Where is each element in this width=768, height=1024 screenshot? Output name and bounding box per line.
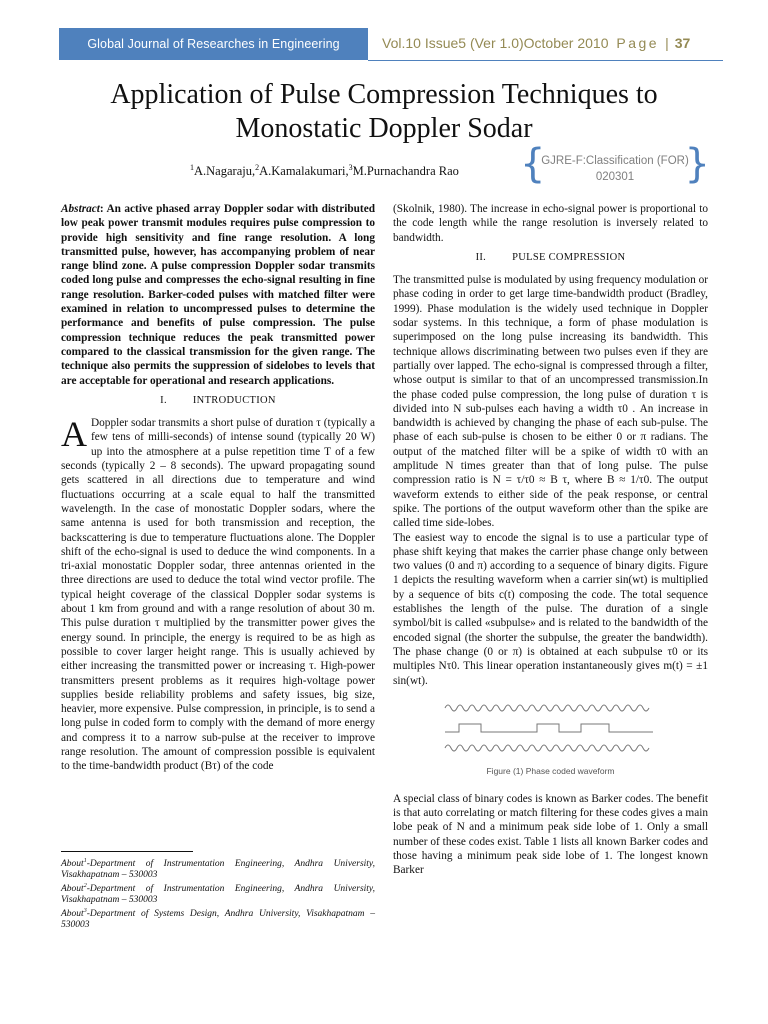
barker-paragraph: A special class of binary codes is known as Barker codes. The benefit is that auto correlating or match filtering for these codes gives a main lobe peak of N and a minimum peak side lobe of 1. Only a small number of these codes exist. Table 1 lists all known Barker codes and those having a minimum peak side lobe of 1. The longest known Barker <box>393 792 708 877</box>
footnote-text: -Department of Systems Design, Andhra University, Visakhapatnam – 530003 <box>61 909 375 930</box>
abstract-text: : An active phased array Doppler sodar with distributed low peak power transmit modules requires pulse compression to provide high sensitivity and fine range resolution. A long transmitted pulse, however, has accompanying problem of near range blind zone. A pulse compression Doppler sodar transmits coded long pulse and compresses the echo-signal resulting in fine range resolution. Barker-coded pulses with matched filter were examined in relation to uncompressed pulses to determine the performance and benefits of pulse compression. The pulse compression technique reduces the peak transmitted power compared to the classical transmission for the given range. The technique also permits the suppression of sidelobes to levels that are acceptable for operational and research applications. <box>61 203 375 387</box>
footnote-sup: 3 <box>83 908 87 915</box>
footnote-label: About <box>61 884 84 895</box>
intro-text: Doppler sodar transmits a short pulse of duration τ (typically a few tens of milli-seconds) of intense sound (typically 20 W) up into the atmosphere at a pulse repetition time T of a few seconds (typically 2 – 8 seconds). The upward propagating sound gets scattered in all directions due to temperature and wind fluctuations occurring at a scale equal to half the transmitted wavelength. In the case of monostatic Doppler sodars, where the same antenna is used for both transmission and reception, the backscattering is due to temperature fluctuations alone. The Doppler shift of the echo-signal is used to deduce the wind components. In a tri-axial monostatic Doppler sodar, three antennas oriented in the three directions are used to deduce the total wind vector profile. The typical height coverage of the classical Doppler sodar systems is about 1 km from ground and with a range resolution of about 30 m. This pulse duration τ multiplied by the transmitter power gives the energy sound. In principle, the energy is required to be as high as possible to cover larger height range. This is usually achieved by either increasing the transmitted power or increasing τ. High-power transmitters present problems as it requires high-voltage power supplies beside reliability problems and safety issues, big size, heavier, more expensive. Pulse compression, in principle, is to send a long pulse in coded form to comply with the demand of more energy and compress it to a narrow sub-pulse at the receiver to improve range resolution. The amount of compression possible is equivalent to the time-bandwidth product (Bτ) of the code <box>61 417 375 773</box>
section-number: I. <box>160 394 167 406</box>
skolnik-paragraph: (Skolnik, 1980). The increase in echo-signal power is proportional to the code length while the range resolution is inversely related to bandwidth. <box>393 203 708 244</box>
footnote-text: -Department of Instrumentation Engineering, Andhra University, Visakhapatnam – 530003 <box>61 859 375 880</box>
author-2: A.Kamalakumari, <box>259 164 349 179</box>
pulse-compression-paragraph: The transmitted pulse is modulated by using frequency modulation or phase coding in order to get large time-bandwidth product (Bradley, 1999). Phase modulation is the widely used technique in Doppler sodar systems. In this technique, a form of phase modulation is superimposed on the long pulse increasing its bandwidth. This technique allows discriminating between two pulses even if they are partially over lapped. The echo-signal is compressed through a filter, whose output is similar to that of an uncompressed transmission.In the phase coded pulse compression, the long pulse of duration τ is divided into N sub-pulses each having a width τ0 . An increase in bandwidth is achieved by changing the phase of each sub-pulse. The phase of each sub-pulse is chosen to be either 0 or π radians. The output of the matched filter will be a spike of width τ0 with an amplitude N times greater than that of long pulse. The pulse compression ratio is N = τ/τ0 ≈ B τ, where B ≈ 1/τ0. The output waveform extends to either side of the peak response, or central spike. The portions of the output waveform other than the spike are called time side-lobes. <box>393 274 708 530</box>
journal-name: Global Journal of Researches in Engineering <box>87 37 340 51</box>
paper-title <box>40 78 728 146</box>
figure-phase-coded-waveform <box>393 698 708 782</box>
footnote-label: About <box>61 859 84 870</box>
encoding-paragraph: The easiest way to encode the signal is to use a particular type of phase shift keying that makes the carrier phase change only between two values (0 and π) according to a sequence of binary digits. Figure 1 depicts the resulting waveform when a carrier sin(wt) is multiplied by a sequence of bits c(t) composing the code. The total sequence establishes the length of the pulse. The duration of a single symbol/bit is called «subpulse» and is related to the bandwidth of the encoded signal (the shorter the subpulse, the greater the bandwidth). The phase change (0 or π) is obtained at each subpulse τ0 or its multiples Nτ0. This linear operation instantaneously gives m(t) = ±1 sin(wt). <box>393 531 708 687</box>
footnotes <box>61 851 375 931</box>
code-sequence <box>445 724 653 732</box>
abstract <box>61 202 375 388</box>
section-title: PULSE COMPRESSION <box>512 251 626 263</box>
title-line-1: Application of Pulse Compression Techniques to <box>110 79 658 110</box>
page-label: Page <box>616 35 660 51</box>
waveform-figure <box>441 698 661 762</box>
figure-caption: Figure (1) Phase coded waveform <box>486 765 615 776</box>
intro-paragraph <box>61 416 375 773</box>
footnote-text: -Department of Instrumentation Engineering, Andhra University, Visakhapatnam – 530003 <box>61 884 375 905</box>
classification-label: GJRE-F:Classification (FOR) <box>541 155 689 167</box>
author-3: M.Purnachandra Rao <box>352 164 459 179</box>
author-3-affil: 3 <box>348 163 353 172</box>
page-separator: | <box>665 35 669 51</box>
footnote-sup: 1 <box>83 858 87 864</box>
footnote-sup: 2 <box>83 883 87 890</box>
footnote-2 <box>61 881 375 905</box>
footnote-3 <box>61 906 375 930</box>
phase-coded-wave <box>445 745 649 751</box>
left-brace: { <box>520 141 546 187</box>
section-heading-introduction <box>61 394 375 408</box>
footnote-rule <box>61 851 193 852</box>
carrier-wave <box>445 705 649 711</box>
footnote-label: About <box>61 909 84 920</box>
author-1: A.Nagaraju, <box>194 164 256 179</box>
page-number: 37 <box>674 35 691 51</box>
abstract-label: Abstract <box>61 203 100 215</box>
issue-info-bar <box>368 28 723 61</box>
right-brace: } <box>684 141 710 187</box>
journal-name-banner <box>59 28 368 60</box>
left-column <box>61 202 375 774</box>
section-title: INTRODUCTION <box>192 394 276 406</box>
section-number: II. <box>475 251 487 263</box>
classification-box <box>520 141 710 188</box>
author-1-affil: 1 <box>190 163 194 172</box>
author-2-affil: 2 <box>255 163 260 172</box>
classification-code: 020301 <box>595 171 635 183</box>
section-heading-pulse-compression <box>393 251 708 265</box>
classification-text <box>534 153 696 185</box>
title-line-2: Monostatic Doppler Sodar <box>235 113 533 144</box>
right-column <box>393 202 708 878</box>
drop-cap: A <box>61 414 87 455</box>
footnote-1 <box>61 856 375 880</box>
author-list <box>190 163 459 179</box>
volume-info: Vol.10 Issue5 (Ver 1.0)October 2010 <box>382 35 609 51</box>
